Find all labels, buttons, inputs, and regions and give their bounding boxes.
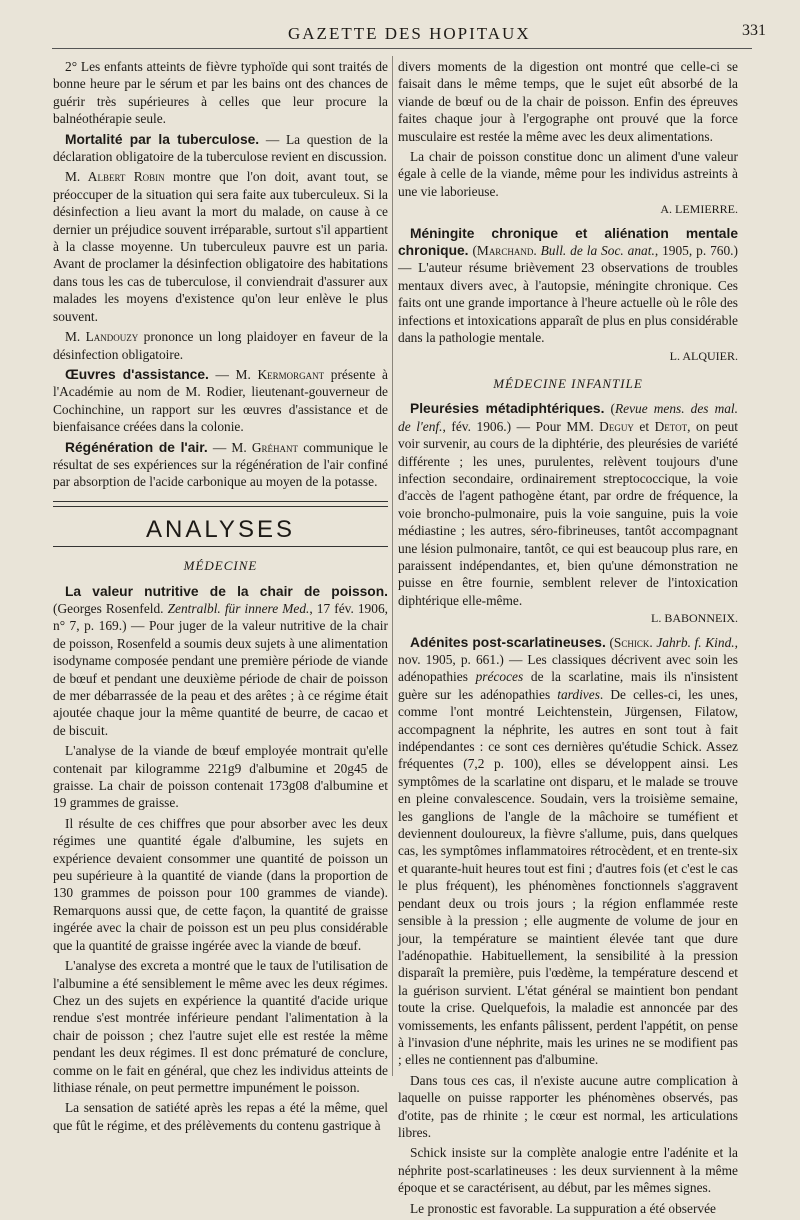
article-text: et: [633, 418, 655, 434]
paragraph: Il résulte de ces chiffres que pour absorber avec les deux régimes une quantité égale d'albumine, les sujets en expérience devaient consommer une quantité de poisson un peu supérieure à la quantité de viande (dans la proportion de 130 grammes de poisson pour 100 grammes de viande). Remarquons aussi que, de cette façon, la quantité de graisse ingérée avec la chair de poisson est un peu plus considérable que la quantité de graisse ingérée avec la viande de bœuf.: [53, 815, 388, 953]
paragraph-text: montre que l'on doit, avant tout, se préoccuper de la situation qui sera faite aux tuberculeux. Si la désinfection a lieu avant la mort du malade, on cause à ce dernier un préjudice souvent irréparable, surtout s'il appartient à la classe moyenne. Un tuberculeux pauvre est un paria. Avant de proclamer la désinfection obligatoire des habitations dans tous les cas de tuberculose, il conviendrait d'assurer aux malades les moyens d'existence qu'on leur enlève le plus souvent.: [53, 169, 388, 324]
medecine-infantile-heading: MÉDECINE INFANTILE: [493, 375, 643, 391]
article-title: La valeur nutritive de la chair de poisson.: [65, 583, 388, 599]
article-text: (Georges Rosenfeld.: [53, 600, 168, 616]
article-text: , on peut voir survenir, au cours de la diphtérie, des pleurésies de variété différente ; les unes, purulentes, relèvent toujours d'une infection secondaire, ordinairement streptococcique, la voie d'accès de l'agent pathogène étant, par ordre de fréquence, la voie broncho-pulmonaire, puis la voie sanguine, puis la voie médiastine ; les autres, séro-fibrineuses, tantôt accompagnant une lésion pulmonaire, tantôt, ce qui est beaucoup plus rare, en paraissent indépendantes, et, bien qu'une démonstration ne puisse en être fournie, semblent relever de l'intoxication diphtérique elle-même.: [398, 418, 738, 608]
article-text: , nov. 1905, p. 661.) — Les classiques décrivent avec soin les adénopathies: [398, 634, 739, 685]
article-text: de la scarlatine, mais ils n'insistent guère sur les adénopathies: [398, 669, 739, 702]
article-title: Œuvres d'assistance.: [65, 366, 209, 382]
person-name: Schick: [613, 634, 650, 650]
paragraph: La sensation de satiété après les repas a été la même, quel que fût le régime, et des prélèvements du contenu gastrique à: [53, 1100, 388, 1133]
journal-title: GAZETTE DES HOPITAUX: [288, 24, 531, 43]
right-column: [398, 58, 738, 1220]
left-column: [53, 58, 388, 1137]
header-rule: [52, 48, 752, 49]
analyses-heading: ANALYSES: [146, 515, 295, 543]
article-text: (: [605, 634, 614, 650]
author-signature: L. ALQUIER.: [669, 348, 738, 363]
paragraph: [53, 168, 388, 325]
emphasis: tardives: [557, 686, 600, 702]
emphasis: précoces: [475, 669, 524, 685]
article-title: Méningite chronique et aliénation mentale chronique.: [398, 225, 738, 259]
medecine-heading: MÉDECINE: [183, 558, 258, 574]
article-text: (: [604, 401, 615, 417]
article-poisson: [53, 583, 388, 740]
article-meningite: [398, 225, 738, 347]
article-adenites: [398, 634, 738, 1069]
article-regeneration: [53, 439, 388, 491]
article-text: — M.: [208, 366, 258, 382]
paragraph: Le pronostic est favorable. La suppuration a été observée: [410, 1200, 717, 1216]
journal-citation: Jahrb. f. Kind.: [656, 634, 735, 650]
page-number: 331: [742, 22, 766, 39]
page-header: [0, 22, 800, 46]
paragraph: L'analyse des excreta a montré que le taux de l'utilisation de l'albumine a été sensiblement le même avec les deux régimes. Chez un des sujets en expérience la quantité d'acide urique rendue s'est montrée inférieure pendant l'alimentation à la chair de poisson ; chez l'autre sujet elle est restée la même pendant les deux régimes. Il est donc prématuré de conclure, comme on le fait en général, que chez les individus atteints de lithiase rénale, on peut permettre impunément le poisson.: [53, 958, 388, 1095]
section-rule: [53, 546, 388, 547]
journal-citation: Revue mens. des mal. de l'enf.: [398, 401, 738, 434]
author-signature: L. BABONNEIX.: [651, 611, 738, 626]
article-text: .: [649, 634, 657, 650]
article-text: communique le résultat de ses expériences sur la régénération de l'air confiné par absorption de l'acide carbonique au moyen de la potasse.: [53, 439, 388, 490]
article-text: — M.: [207, 439, 252, 455]
paragraph: 2° Les enfants atteints de fièvre typhoïde qui sont traités de bonne heure par le sérum et par les bains ont des chances de guérir très supérieures à celles que leur procure la balnéothérapie seule.: [53, 59, 388, 127]
article-text: , fév. 1906.) — Pour MM.: [442, 418, 600, 434]
section-rule: [53, 501, 388, 507]
paragraph: La chair de poisson constitue donc un aliment d'une valeur égale à celle de la viande, même pour les individus astreints à une vie laborieuse.: [398, 149, 738, 199]
person-name: Deguy: [599, 418, 634, 434]
article-tuberculose: [53, 131, 388, 166]
article-text: , 17 fév. 1906, n° 7, p. 169.) — Pour juger de la valeur nutritive de la chair de poisson, Rosenfeld a soumis deux sujets à une alimentation isodyname composée pendant une première période de viande de bœuf et pendant une deuxième période de chair de poisson de mer débarrassée de la peau et des arêtes ; à ce régime était ajoutée chaque jour la même quantité de beurre, de cacao et de biscuit.: [53, 600, 388, 738]
paragraph: divers moments de la digestion ont montré que celle-ci se faisait dans le même temps, que le sujet eût absorbé de la viande de bœuf ou de la chair de poisson. Enfin des épreuves faites chaque jour à l'ergographe ont prouvé que la force musculaire est restée la même avec les deux alimentations.: [398, 59, 738, 144]
person-name: Gréhant: [251, 439, 299, 455]
person-name: Detot: [654, 418, 688, 434]
article-title: Pleurésies métadiphtériques.: [410, 401, 605, 417]
journal-citation: Zentralbl. für innere Med.: [167, 600, 310, 616]
paragraph-text: prononce un long plaidoyer en faveur de la désinfection obligatoire.: [53, 329, 388, 362]
paragraph: [53, 328, 388, 363]
article-text: , 1905, p. 760.) — L'auteur résume brièvement 23 observations de troubles mentaux divers avec, à l'autopsie, méningite chronique. Ces faits ont une grande importance à l'heure actuelle où le rôle des infections et intoxications apparaît de plus en plus considérable dans la pathologie mentale.: [398, 243, 738, 346]
journal-citation: Bull. de la Soc. anat.: [540, 243, 655, 259]
person-name: M. Albert Robin: [65, 169, 165, 185]
person-name: Marchand: [476, 243, 534, 259]
person-name: Kermorgant: [257, 366, 325, 382]
article-text: — La question de la déclaration obligatoire de la tuberculose revient en discussion.: [53, 131, 388, 165]
column-divider: [392, 56, 393, 1076]
article-pleuresies: [398, 400, 738, 609]
author-signature: A. LEMIERRE.: [660, 202, 738, 217]
article-title: Adénites post-scarlatineuses.: [410, 634, 606, 650]
article-title: Mortalité par la tuberculose.: [65, 131, 260, 147]
paragraph: L'analyse de la viande de bœuf employée montrait qu'elle contenait par kilogramme 221g9 d'albumine et 20g45 de graisse. La chair de poisson contenait 173g08 d'albumine et 19 grammes de graisse.: [53, 743, 388, 811]
article-title: Régénération de l'air.: [65, 439, 208, 455]
person-name: M. Landouzy: [65, 329, 139, 345]
article-text: . De celles-ci, les unes, comme l'ont montré Leichtenstein, Jürgensen, Filatow, accompagnent la néphrite, les autres en sont tout à fait indépendantes : ce sont ces dernières qu'étudie Schick. Assez fréquentes (7,2 p. 100), elles se développent ainsi. Les symptômes de la scarlatine ont disparu, et le malade se trouve en pleine convalescence. Soudain, vers la troisième semaine, les ganglions de l'angle de la mâchoire se tuméfient et deviennent douloureux, la fièvre s'allume, puis, dans quelques cas, les symptômes inflammatoires rétrocèdent, et en trente-six et quarante-huit heures tout est fini ; d'autres fois (et c'est le cas le plus fréquent), les phénomènes fonctionnels s'aggravent pendant deux ou trois jours ; la région enflammée reste sensible à la pression ; elle augmente de volume de jour en jour, la température se maintient élevée tant que dure l'adénopathie. Habituellement, la sensibilité à la pression disparaît la première, puis l'œdème, la température descend et la guérison survient. L'état général se maintient bon pendant toute la crise. Quelquefois, la maladie est annoncée par des vomissements, les enfants pâlissent, perdent l'appétit, on pense à l'invasion d'une néphrite, mais les urines ne se modifient pas ; elles ne contiennent pas d'albumine.: [398, 686, 738, 1068]
paragraph: Dans tous ces cas, il n'existe aucune autre complication à laquelle on puisse rapporter les phénomènes observés, pas d'otite, pas de rhinite ; le cœur est normal, les articulations libres.: [398, 1072, 738, 1140]
article-text: présente à l'Académie au nom de M. Rodier, lieutenant-gouverneur de Cochinchine, un rapport sur les œuvres d'assistance et de bienfaisance créées dans la colonie.: [53, 366, 388, 435]
article-text: .: [533, 243, 541, 259]
paragraph: Schick insiste sur la complète analogie entre l'adénite et la néphrite post-scarlatineuses : les deux surviennent à la même époque et se caractérisent, au début, par les mêmes signes.: [398, 1145, 738, 1196]
article-text: (: [468, 243, 477, 259]
article-assistance: [53, 366, 388, 436]
